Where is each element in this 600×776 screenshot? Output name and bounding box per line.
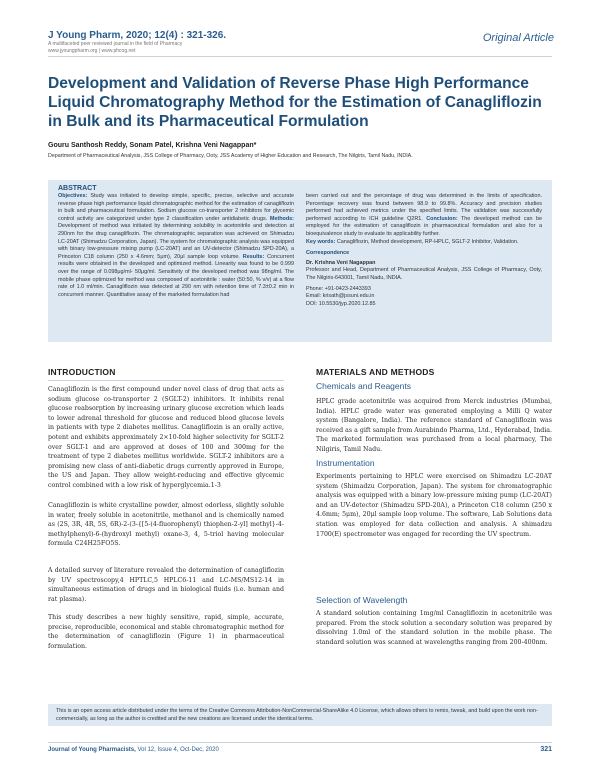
results-label: Results: (242, 253, 265, 260)
abstract-left-column (58, 193, 294, 308)
results-text: Concurrent results were obtained in the developed and optimized method. Linearity was found to be 0.999 over the range of 0.098μg/ml- 50μg/ml. Sensitivity of the developed method was 98ng/ml. The mobile phase optimized for method was composed of acetonitrile : water (50:50, % v/v) at a flow rate of 1.0 ml/min. Canagliflozin was detected at 290 nm with retention time of 7.3±0.2 min in concurrent manner. Quantitative assay of the marketed formulation had (58, 253, 295, 298)
intro-paragraph-1: Canagliflozin is the first compound under novel class of drug that acts as sodium glucose co-transporter 2 (SGLT-2) inhibitors. It inhibits renal glucose reabsorption by increasing urinary glucose excretion which leads to lower adrenal threshold for glucose and reduced blood glucose levels in patients with type 2 diabetes mellitus. Canagliflozin is an orally active, potent and exhibits approximately 2×10-fold higher selectivity for SGLT-2 over SGLT-1 and are approved at doses of 100 and 300mg for the treatment of type 2 diabetes mellitus worldwide. SGLT-2 inhibitors are a promising new class of anti-diabetic drugs currently approved in Europe, the US and Japan. They allow weight-reducing and effective glycemic control combined with a low risk of hyperglycemia.1-3 (48, 386, 284, 489)
correspondence-email[interactable]: Email: krisath@jssuni.edu.in (306, 293, 375, 300)
license-box: This is an open access article distributed under the terms of the Creative Commons Attribution-NonCommercial-ShareAlike 4.0 License, which allows others to remix, tweak, and build upon the work non-commercially, as long as the author is credited and the new creations are licensed under the identical terms. (48, 704, 552, 726)
correspondence-phone: Phone: +91-0423-2443393 (306, 285, 371, 292)
conclusion-text: The developed method can be employed for the estimation of canagliflozin in pharmaceutical formulation and also for a bioequivalence study to evaluate its applicability further. (306, 215, 543, 237)
article-type: Original Article (482, 32, 554, 44)
keywords-label: Key words: (306, 238, 336, 245)
page-number: 321 (540, 746, 552, 753)
methods-label: Methods: (269, 215, 294, 222)
introduction-rule (48, 380, 284, 381)
footer-issue: Vol 12, Issue 4, Oct-Dec, 2020 (135, 747, 219, 753)
journal-citation: J Young Pharm, 2020; 12(4) : 321-326. (48, 30, 227, 41)
intro-paragraph-3: A detailed survey of literature revealed the determination of canagliflozin by UV spectroscopy,4 HPTLC,5 HPLC6-11 and LC-MS/MS12-14 in simultaneous estimation of drugs and in biological fluids (i.e. human and rat plasma). (48, 567, 284, 603)
paper-title: Development and Validation of Reverse Phase High Performance Liquid Chromatography Method for the Estimation of Canagliflozin in Bulk and its Pharmaceutical Formulation (48, 75, 542, 130)
methods-text: Development of method was initiated by determining solubility in acetonitrile and detection at 290nm for the drug canagliflozin. The chromatographic separation was achieved on Shimadzu LC-20AT (Shimadzu Corporation, Japan). The system for chromatographic analysis was equipped with binary low-pressure mixing pump (LC-20AT) and an UV-detector (Shimadzu SPD-20A), a Princeton C18 column (250 x 4.6mm; 5μm), 20μl sample loop volume. (58, 223, 294, 260)
conclusion-label: Conclusion: (426, 215, 458, 222)
introduction-heading: INTRODUCTION (48, 367, 116, 377)
abstract-box (48, 180, 552, 342)
objectives-text: Study was initiated to develop simple, specific, precise, selective and accurate reverse phase high performance liquid chromatographic method for the estimation of canagliflozin in bulk and pharmaceutical formulation. Sodium glucose co-transporter 2 inhibitors for glycemic control activity are categorized under type 2 classification under antidiabetic drugs. (58, 193, 294, 222)
journal-website[interactable]: www.jyoungpharm.org | www.phcog.net (48, 48, 136, 54)
author-list: Gouru Santhosh Reddy, Sonam Patel, Krishna Veni Nagappan* (48, 142, 257, 149)
instrumentation-subheading: Instrumentation (316, 458, 375, 468)
journal-subline: A multifaceted peer reviewed journal in the field of Pharmacy (48, 41, 183, 47)
objectives-label: Objectives: (58, 193, 88, 199)
footer-divider (48, 742, 552, 743)
results-continued: been carried out and the percentage of drug was determined in the limits of specification. Percentage recovery was found between 98.9 to 99.8%. Accuracy and precision studies performed had achieved metrics under the specified limits. The validation was successfully performed according to ICH guideline Q2R1. (306, 193, 542, 222)
chemicals-paragraph: HPLC grade acetonitrile was acquired from Merck industries (Mumbai, India). HPLC grade water was generated employing a Milli Q water system (Bangalore, India). The reference standard of Canagliflozin was received as a gift sample from Aurabindo Pharma, Ltd., Hyderabad, India. The marketed formulation was purchased from a local pharmacy, The Nilgiris, Tamil Nadu. (316, 398, 552, 453)
doi-link[interactable]: DOI: 10.5530/jyp.2020.12.85 (306, 300, 376, 307)
keywords-text: Canagliflozin, Method development, RP-HPLC, SGLT-2 Inhibitor, Validation. (336, 238, 519, 245)
correspondence-heading: Correspondence (306, 250, 350, 257)
abstract-right-column (306, 193, 542, 308)
instrumentation-paragraph: Experiments pertaining to HPLC were exercised on Shimadzu LC-20AT system (Shimadzu Corporation, Japan). The system for chromatographic analysis was equipped with a binary low-pressure mixing pump (LC-20AT) and an UV-detector (Shimadzu SPD-20A), a Princeton C18 column (250 x 4.6mm; 5μm), 20μl sample loop volume. The software, Lab Solutions data station was employed for data collection and analysis. A shimadzu 1700(E) spectrometer was engaged for recording the UV spectrum. (316, 473, 552, 538)
intro-paragraph-4: This study describes a new highly sensitive, rapid, simple, accurate, precise, reproducible, economical and stable chromatographic method for the determination of canagliflozin (Figure 1) in pharmaceutical formulation. (48, 614, 284, 650)
chemicals-subheading: Chemicals and Reagents (316, 381, 411, 391)
journal-header (48, 30, 226, 55)
footer-journal-name: Journal of Young Pharmacists, (48, 747, 136, 753)
correspondence-address: Professor and Head, Department of Pharmaceutical Analysis, JSS College of Pharmacy, Ooty, The Nilgiris-643001, Tamil Nadu, INDIA. (306, 267, 542, 281)
intro-paragraph-2: Canagliflozin is white crystalline powder, almost odorless, slightly soluble in water, freely soluble in acetonitrile, methanol and is chemically named as (2S, 3R, 4R, 5S, 6R)-2-(3-{[5-(4-fluorophenyl) thiophen-2-yl] methyl}-4-methylphenyl)-6-(hydroxyl methyl) oxane-3, 4, 5-triol having molecular formula C24H25FO5S. (48, 502, 284, 548)
header-divider (48, 56, 552, 57)
correspondence-name: Dr. Krishna Veni Nagappan (306, 259, 376, 266)
wavelength-paragraph: A standard solution containing 1mg/ml Canagliflozin in acetonitrile was prepared. From the stock solution a secondary solution was prepared by dissolving 1.0ml of the standard solution in the mobile phase. The standard solution was scanned at wavelengths ranging from 200-400nm. (316, 610, 552, 646)
abstract-heading: ABSTRACT (58, 185, 97, 192)
affiliation: Department of Pharmaceutical Analysis, JSS College of Pharmacy, Ooty, JSS Academy of Higher Education and Research, The Nilgiris, Tamil Nadu, INDIA. (48, 153, 413, 159)
materials-heading: MATERIALS AND METHODS (316, 367, 435, 377)
wavelength-subheading: Selection of Wavelength (316, 595, 408, 605)
footer-journal (48, 747, 219, 753)
